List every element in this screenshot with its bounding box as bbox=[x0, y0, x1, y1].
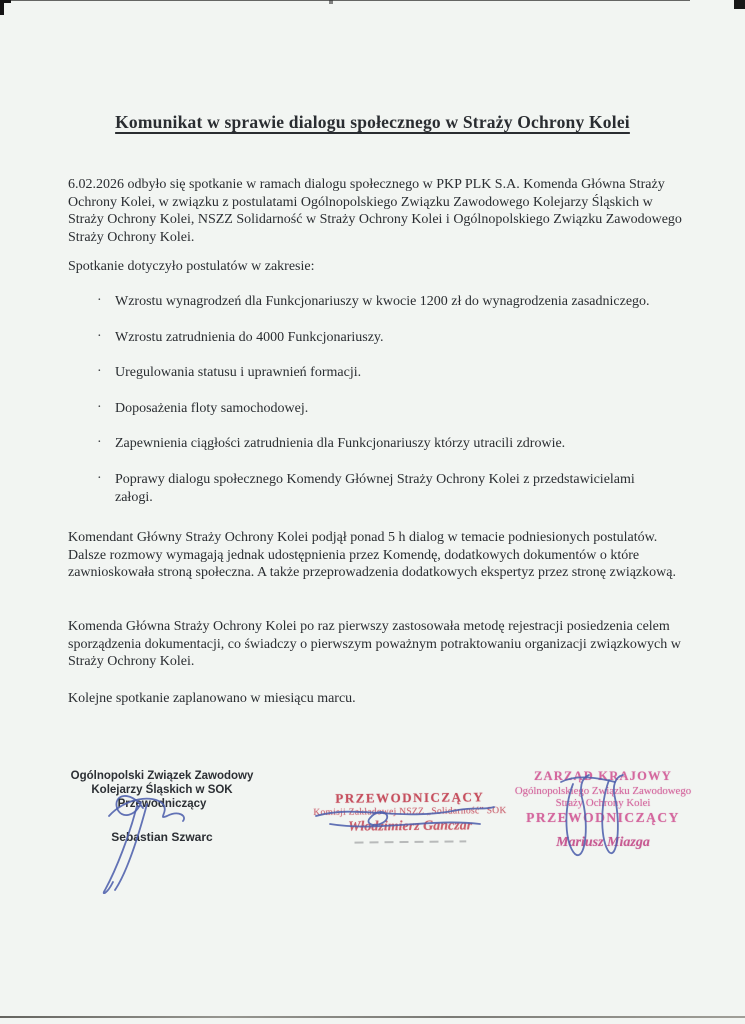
bullet-dot-icon: · bbox=[97, 470, 102, 486]
document-title bbox=[0, 112, 745, 133]
paragraph-list-intro: Spotkanie dotyczyło postulatów w zakresie: bbox=[68, 259, 315, 274]
signature-block-left bbox=[52, 769, 272, 844]
org-name-line: Kolejarzy Śląskich w SOK bbox=[91, 784, 233, 796]
bullet-dot-icon: · bbox=[97, 328, 102, 344]
role-label: Przewodniczący bbox=[117, 798, 207, 810]
signatory-name: Włodzimierz Ganczar bbox=[347, 818, 473, 835]
list-item bbox=[68, 293, 675, 311]
org-name-line: Ogólnopolski Związek Zawodowy bbox=[70, 770, 254, 782]
stamp-org-line: Ogólnopolskiego Związku Zawodowego bbox=[514, 785, 692, 797]
scan-artifact-top-right-corner bbox=[734, 0, 745, 9]
stamp-nszz-solidarnosc bbox=[305, 789, 516, 844]
list-item-text: Wzrostu zatrudnienia do 4000 Funkcjonariuszy. bbox=[115, 329, 384, 345]
document-title-text: Komunikat w sprawie dialogu społecznego w Straży Ochrony Kolei bbox=[115, 112, 630, 132]
signatory-name: Sebastian Szwarc bbox=[111, 830, 213, 844]
list-item bbox=[68, 400, 675, 418]
stamp-org-line: ZARZĄD KRAJOWY bbox=[534, 769, 672, 783]
paragraph-registration: Komenda Główna Straży Ochrony Kolei po raz pierwszy zastosowała metodę rejestracji posiedzenia celem sporządzenia dokumentacji, co świadczy o pierwszym poważnym potraktowaniu organizacji związkowych w Straży Ochrony Kolei. bbox=[68, 619, 681, 670]
bullet-dot-icon: · bbox=[97, 364, 102, 380]
list-item-text: Poprawy dialogu społecznego Komendy Głównej Straży Ochrony Kolei z przedstawicielami załogi. bbox=[115, 471, 635, 505]
stamp-org-line: Komisji Zakładowej NSZZ „Solidarność” SOK bbox=[313, 805, 507, 819]
bullet-dot-icon: · bbox=[97, 435, 102, 451]
signatory-name: Mariusz Miazga bbox=[556, 835, 650, 850]
postulates-list bbox=[68, 293, 675, 524]
list-item bbox=[68, 329, 675, 347]
scan-artifact-top-tick bbox=[329, 0, 333, 4]
list-item-text: Zapewnienia ciągłości zatrudnienia dla Funkcjonariuszy którzy utracili zdrowie. bbox=[115, 436, 566, 452]
scan-artifact-top-line bbox=[0, 0, 690, 1]
scan-artifact-top-left-corner-horizontal bbox=[0, 0, 11, 3]
stamp-role-label: PRZEWODNICZĄCY bbox=[335, 789, 485, 806]
list-item bbox=[68, 471, 675, 506]
list-item bbox=[68, 435, 675, 453]
list-item bbox=[68, 364, 675, 382]
list-item-text: Wzrostu wynagrodzeń dla Funkcjonariuszy w kwocie 1200 zł do wynagrodzenia zasadniczego. bbox=[115, 294, 650, 309]
stamp-org-line: Straży Ochrony Kolei bbox=[555, 797, 651, 809]
list-item-text: Doposażenia floty samochodowej. bbox=[115, 400, 309, 416]
paragraph-outcome: Komendant Główny Straży Ochrony Kolei podjął ponad 5 h dialog w temacie podniesionych postulatów. Dalsze rozmowy wymagają jednak udostępnienia przez Komendę, dodatkowych dokumentów o które zawnioskowała stroną społeczna. A także przeprowadzenia dodatkowych ekspertyz przez stronę związkową. bbox=[68, 530, 676, 581]
bullet-dot-icon: · bbox=[97, 293, 102, 308]
bullet-dot-icon: · bbox=[97, 399, 102, 415]
paragraph-closing: Kolejne spotkanie zaplanowano w miesiącu marcu. bbox=[68, 691, 356, 706]
stamp-dashed-line bbox=[354, 840, 466, 843]
scan-artifact-bottom-edge bbox=[0, 1016, 745, 1018]
stamp-role-label: PRZEWODNICZĄCY bbox=[526, 810, 680, 825]
paragraph-intro: 6.02.2026 odbyło się spotkanie w ramach dialogu społecznego w PKP PLK S.A. Komenda Główna Straży Ochrony Kolei, w związku z postulatami Ogólnopolskiego Związku Zawodowego Kolejarzy Śląskich w Straży Ochrony Kolei, NSZZ Solidarność w Straży Ochrony Kolei i Ogólnopolskiego Związku Zawodowego Straży Ochrony Kolei. bbox=[68, 177, 682, 245]
stamp-zarzad-krajowy bbox=[492, 769, 714, 851]
list-item-text: Uregulowania statusu i uprawnień formacji. bbox=[115, 365, 362, 381]
